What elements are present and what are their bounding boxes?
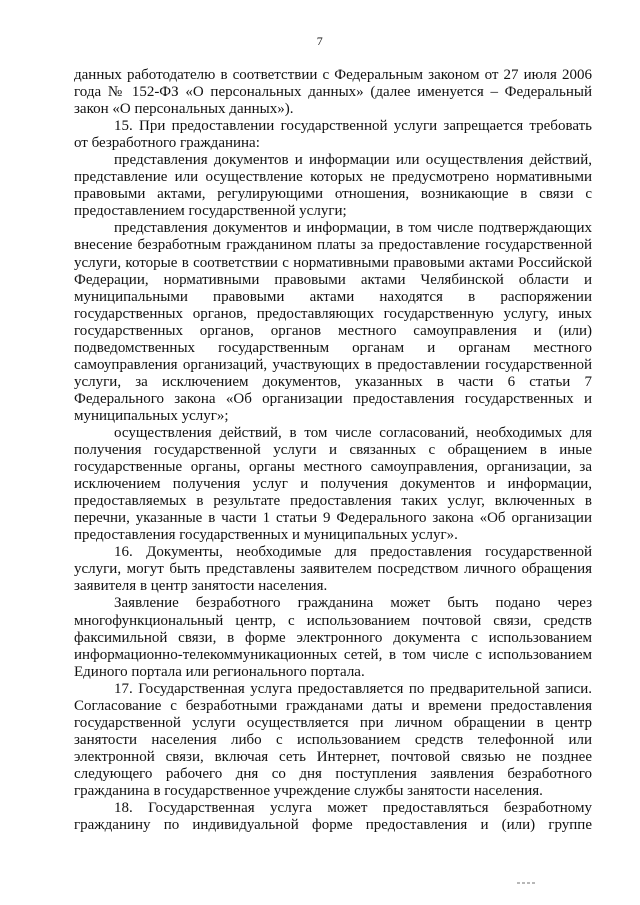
paragraph-5: осуществления действий, в том числе согласований, необходимых для получения государственной услуги и связанных с обращением в иные государственные органы, органы местного самоуправления, организации, за исключением получения услуг и получения документов и информации, предоставляемых в результате предоставления таких услуг, включенных в перечни, указанные в части 1 статьи 9 Федерального закона «Об организации предоставления государственных и муниципальных услуг». [74, 424, 592, 544]
document-body [74, 67, 592, 834]
scan-artifact [517, 871, 539, 874]
paragraph-3: представления документов и информации или осуществления действий, представление или осуществление которых не предусмотрено нормативными правовыми актами, регулирующими отношения, возникающие в связи с предоставлением государственной услуги; [74, 152, 592, 220]
page-number: 7 [316, 34, 324, 48]
paragraph-4: представления документов и информации, в том числе подтверждающих внесение безработным гражданином платы за предоставление государственной услуги, которые в соответствии с нормативными правовыми актами Российской Федерации, нормативными правовыми актами Челябинской области и муниципальными правовыми актами находятся в распоряжении государственных органов, предоставляющих государственную услугу, иных государственных органов, органов местного самоуправления и (или) подведомственных государственным органам и органам местного самоуправления организаций, участвующих в предоставлении государственной услуги, за исключением документов, указанных в части 6 статьи 7 Федерального закона «Об организации предоставления государственных и муниципальных услуг»; [74, 220, 592, 424]
paragraph-2: 15. При предоставлении государственной услуги запрещается требовать от безработного гражданина: [74, 118, 592, 152]
paragraph-7: Заявление безработного гражданина может быть подано через многофункциональный центр, с использованием почтовой связи, средств факсимильной связи, в форме электронного документа с использованием информационно-телекоммуникационных сетей, в том числе с использованием Единого портала или регионального портала. [74, 595, 592, 680]
paragraph-9: 18. Государственная услуга может предоставляться безработному гражданину по индивидуальной форме предоставления и (или) группе [74, 800, 592, 834]
paragraph-1: данных работодателю в соответствии с Федеральным законом от 27 июля 2006 года № 152-ФЗ «О персональных данных» (далее именуется – Федеральный закон «О персональных данных»). [74, 67, 592, 118]
paragraph-8: 17. Государственная услуга предоставляется по предварительной записи. Согласование с безработными гражданами даты и времени предоставления государственной услуги осуществляется при личном обращении в центр занятости населения либо с использованием средств телефонной или электронной связи, включая сеть Интернет, почтовой связью не позднее следующего рабочего дня со дня поступления заявления безработного гражданина в государственное учреждение службы занятости населения. [74, 680, 592, 799]
paragraph-6: 16. Документы, необходимые для предоставления государственной услуги, могут быть представлены заявителем посредством личного обращения заявителя в центр занятости населения. [74, 544, 592, 595]
